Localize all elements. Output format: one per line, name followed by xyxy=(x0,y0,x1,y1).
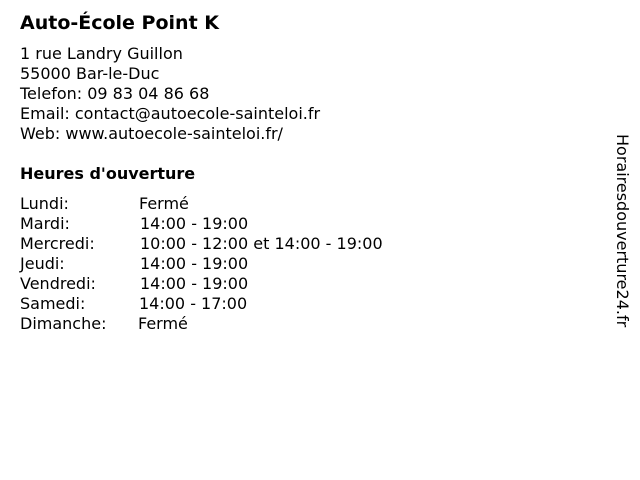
hours-value: Fermé xyxy=(139,194,189,213)
day-label: Jeudi: xyxy=(20,254,65,273)
day-label: Samedi: xyxy=(20,294,86,313)
hours-value: 14:00 - 19:00 xyxy=(140,274,249,293)
hours-value: Fermé xyxy=(138,314,188,333)
day-label: Lundi: xyxy=(20,194,69,213)
address-block xyxy=(20,44,320,144)
street-address: 1 rue Landry Guillon xyxy=(20,44,183,63)
hours-value: 14:00 - 19:00 xyxy=(140,214,249,233)
hours-value: 14:00 - 17:00 xyxy=(139,294,248,313)
city: 55000 Bar-le-Duc xyxy=(20,64,160,83)
day-label: Vendredi: xyxy=(20,274,96,293)
day-label: Mercredi: xyxy=(20,234,95,253)
business-name: Auto-École Point K xyxy=(20,12,219,34)
hours-value: 14:00 - 19:00 xyxy=(140,254,249,273)
hours-value: 10:00 - 12:00 et 14:00 - 19:00 xyxy=(140,234,383,253)
website: Web: www.autoecole-sainteloi.fr/ xyxy=(20,124,283,143)
day-label: Dimanche: xyxy=(20,314,107,333)
phone-number: Telefon: 09 83 04 86 68 xyxy=(20,84,210,103)
day-label: Mardi: xyxy=(20,214,70,233)
opening-hours-heading: Heures d'ouverture xyxy=(20,164,196,183)
email-address: Email: contact@autoecole-sainteloi.fr xyxy=(20,104,321,123)
site-watermark: Horairesdouverture24.fr xyxy=(613,134,632,328)
